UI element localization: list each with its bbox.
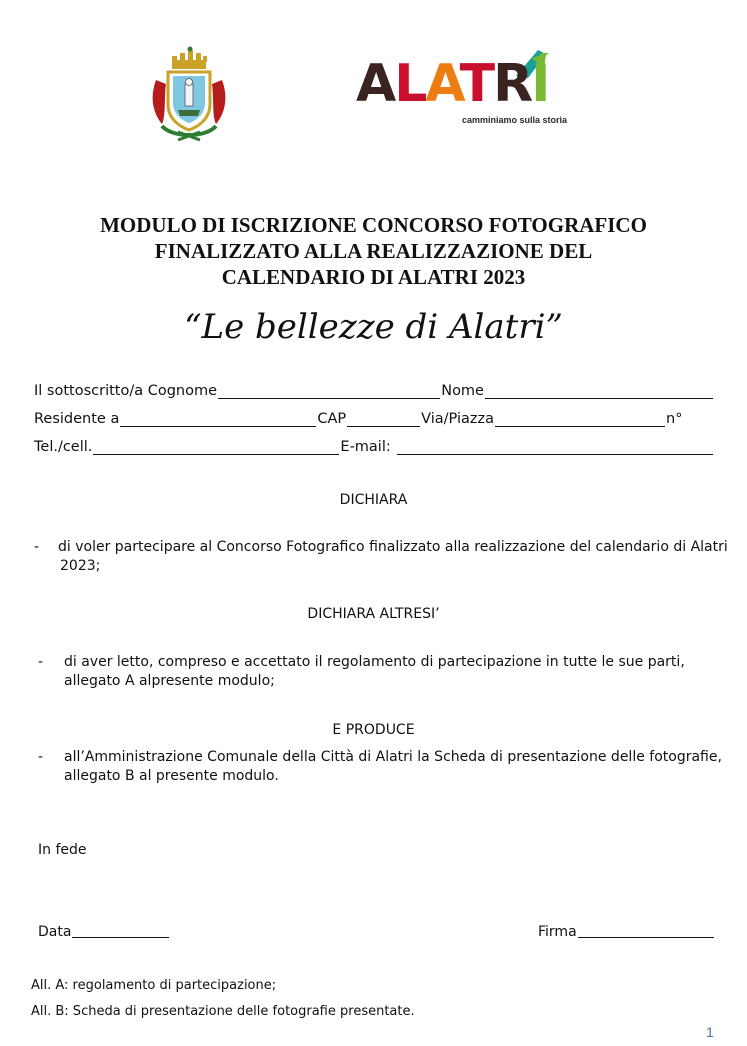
tel-label: Tel./cell.	[34, 439, 93, 455]
title-line-1: MODULO DI ISCRIZIONE CONCORSO FOTOGRAFICO	[100, 213, 647, 237]
produce-item	[38, 748, 722, 788]
title-line-2: FINALIZZATO ALLA REALIZZAZIONE DEL	[154, 239, 593, 263]
firma-label: Firma	[538, 924, 577, 940]
form-row-residence	[34, 408, 714, 430]
list-dash: -	[38, 749, 44, 765]
data-row	[38, 922, 170, 942]
list-dash: -	[38, 654, 44, 670]
data-field[interactable]	[72, 922, 169, 938]
logo-tagline: camminiamo sulla storia	[462, 115, 568, 125]
allegato-b: All. B: Scheda di presentazione delle fotografie presentate.	[31, 1004, 415, 1019]
page-number: 1	[706, 1024, 714, 1040]
cognome-field[interactable]	[218, 383, 440, 399]
title-line-3: CALENDARIO DI ALATRI 2023	[221, 265, 526, 289]
coat-of-arms-emblem	[148, 46, 230, 144]
email-field[interactable]	[397, 439, 713, 455]
numero-label: n°	[666, 411, 683, 427]
form-row-contacts	[34, 436, 714, 458]
residente-label: Residente a	[34, 411, 120, 427]
firma-field[interactable]	[578, 922, 714, 938]
produce-item-line-2: allegato B al presente modulo.	[64, 768, 279, 784]
cap-field[interactable]	[347, 411, 420, 427]
via-field[interactable]	[495, 411, 665, 427]
allegato-a: All. A: regolamento di partecipazione;	[31, 978, 277, 993]
nome-field[interactable]	[485, 383, 713, 399]
dichiara-altresi-heading: DICHIARA ALTRESI’	[307, 606, 440, 622]
alatri-logo	[356, 48, 566, 130]
dichiara-altresi-item	[38, 653, 718, 693]
form-row-name	[34, 380, 714, 402]
produce-heading: E PRODUCE	[332, 722, 415, 738]
cap-label: CAP	[317, 411, 347, 427]
document-subtitle: “Le bellezze di Alatri”	[184, 307, 563, 347]
data-label: Data	[38, 924, 72, 940]
produce-item-line-1: all’Amministrazione Comunale della Città di Alatri la Scheda di presentazione delle fotografie,	[64, 749, 722, 765]
dichiara-heading: DICHIARA	[339, 492, 408, 508]
dichiara-altresi-item-line-1: di aver letto, compreso e accettato il regolamento di partecipazione in tutte le sue parti,	[64, 654, 685, 670]
residente-field[interactable]	[120, 411, 316, 427]
tel-field[interactable]	[93, 439, 339, 455]
via-label: Via/Piazza	[421, 411, 494, 427]
dichiara-altresi-item-line-2: allegato A alpresente modulo;	[64, 673, 275, 689]
dichiara-item	[34, 538, 728, 578]
dichiara-item-line-2: 2023;	[60, 558, 101, 574]
cognome-label: Il sottoscritto/a Cognome	[34, 383, 218, 399]
list-dash: -	[34, 539, 40, 555]
document-title	[0, 212, 747, 290]
nome-label: Nome	[441, 383, 484, 399]
dichiara-item-line-1: di voler partecipare al Concorso Fotografico finalizzato alla realizzazione del calendario di Alatri	[58, 539, 728, 555]
firma-row	[538, 922, 715, 942]
logo-wordmark: ALATRÍ	[356, 54, 549, 114]
in-fede-text: In fede	[38, 842, 87, 858]
email-label: E-mail:	[340, 439, 391, 455]
